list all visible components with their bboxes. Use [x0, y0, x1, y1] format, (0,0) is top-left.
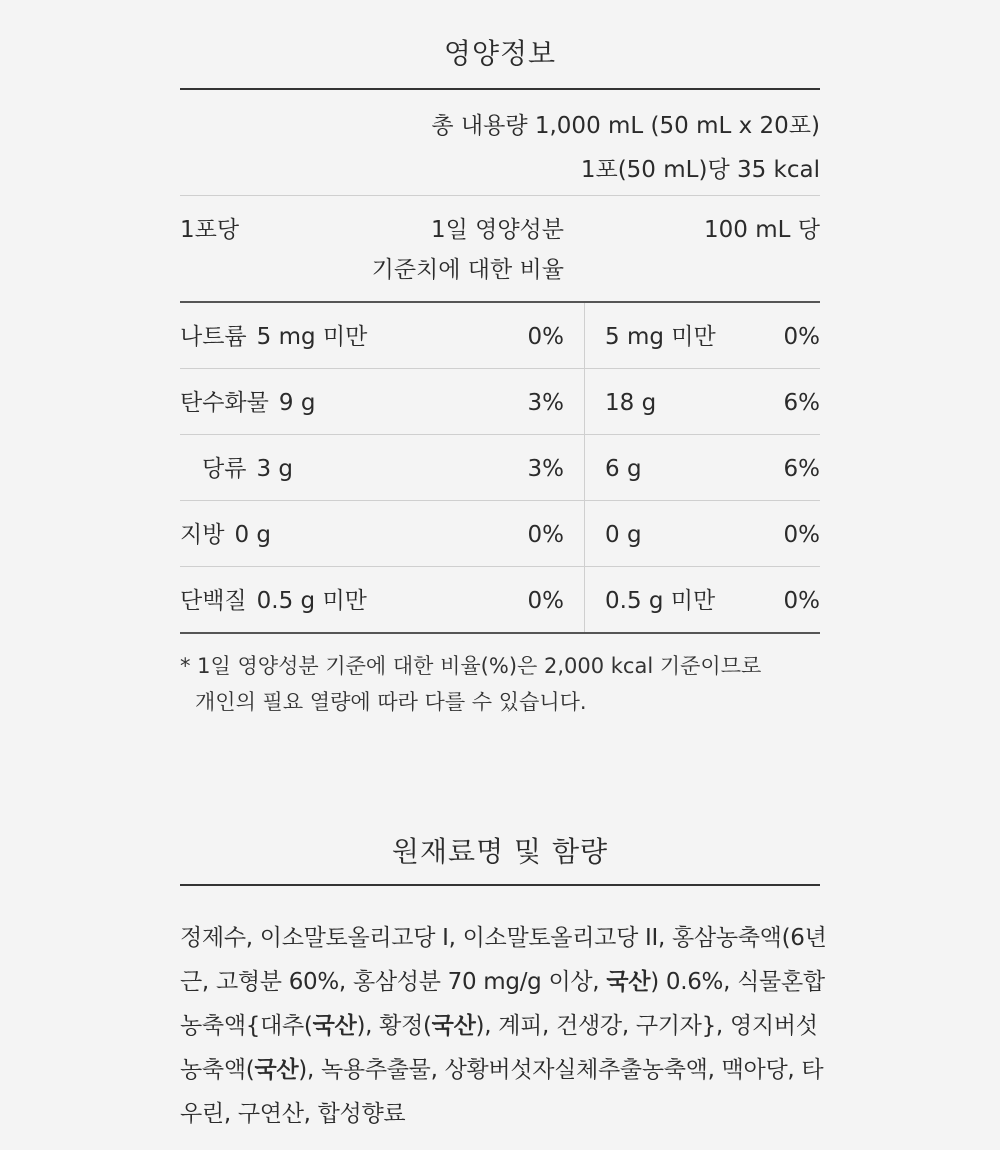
nutrient-amount: 0 g: [234, 522, 271, 548]
nutrient-percent-100ml: 6%: [783, 390, 820, 416]
ingredients-part: ) 0.6%, 식물혼합농축액{대추(: [180, 969, 825, 1039]
table-row: [180, 567, 820, 634]
ingredients-text: [180, 916, 830, 1136]
column-divider: [584, 567, 585, 632]
ingredients-divider: [180, 884, 820, 886]
table-row: [180, 501, 820, 567]
nutrient-percent: 3%: [527, 390, 564, 416]
nutrient-percent-100ml: 0%: [783, 522, 820, 548]
origin-highlight: 국산: [312, 1013, 357, 1039]
nutrient-amount-100ml: 18 g: [605, 390, 657, 416]
calories-per-pack: 1포(50 mL)당 35 kcal: [580, 157, 820, 183]
title-divider: [180, 88, 820, 90]
nutrient-name: 지방: [180, 522, 225, 548]
header-daily-ratio: [372, 210, 564, 290]
nutrient-amount-100ml: 0 g: [605, 522, 642, 548]
nutrient-amount-100ml: 0.5 g 미만: [605, 588, 716, 614]
header-daily-ratio-line1: 1일 영양성분: [430, 217, 564, 243]
nutrient-percent-100ml: 0%: [783, 588, 820, 614]
nutrient-name: 단백질: [180, 588, 247, 614]
nutrition-title: 영양정보: [443, 37, 557, 70]
nutrient-amount-100ml: 5 mg 미만: [605, 324, 716, 350]
ingredients-title: 원재료명 및 함량: [391, 835, 609, 868]
column-divider: [584, 435, 585, 500]
origin-highlight: 국산: [606, 969, 651, 995]
header-daily-ratio-line2: 기준치에 대한 비율: [371, 257, 564, 283]
nutrient-amount: 3 g: [256, 456, 293, 482]
ingredients-part: ), 황정(: [356, 1013, 432, 1039]
nutrient-percent-100ml: 0%: [783, 324, 820, 350]
nutrient-amount: 5 mg 미만: [256, 324, 368, 350]
nutrient-percent: 0%: [527, 522, 564, 548]
table-row: [180, 369, 820, 435]
origin-highlight: 국산: [431, 1013, 476, 1039]
nutrient-percent: 0%: [527, 324, 564, 350]
nutrient-name: 탄수화물: [180, 390, 269, 416]
nutrient-percent: 3%: [527, 456, 564, 482]
footnote-line2: 개인의 필요 열량에 따라 다를 수 있습니다.: [195, 690, 587, 714]
footnote: [180, 648, 820, 720]
ingredients-part: 정제수, 이소말토올리고당 I, 이소말토올리고당 II, 홍삼농축액(6년근, 고형분 60%, 홍삼성분 70 mg/g 이상,: [180, 925, 827, 995]
column-divider: [584, 303, 585, 368]
header-per-pack: 1포당: [180, 217, 240, 243]
nutrient-amount: 9 g: [278, 390, 316, 416]
nutrient-amount-100ml: 6 g: [605, 456, 642, 482]
nutrition-table: [180, 303, 820, 634]
footnote-line1: * 1일 영양성분 기준에 대한 비율(%)은 2,000 kcal 기준이므로: [180, 654, 762, 678]
nutrient-amount: 0.5 g 미만: [256, 588, 367, 614]
nutrient-percent: 0%: [527, 588, 564, 614]
total-info: [431, 104, 820, 192]
nutrient-percent-100ml: 6%: [783, 456, 820, 482]
header-per-100ml: 100 mL 당: [704, 217, 820, 243]
total-volume: 총 내용량 1,000 mL (50 mL x 20포): [431, 113, 820, 139]
ingredients-part: ), 녹용추출물, 상황버섯자실체추출농축액, 맥아당, 타우린, 구연산, 합성향료: [180, 1057, 824, 1127]
table-row: [180, 435, 820, 501]
ingredients-part: ), 계피, 건생강, 구기자}, 영지버섯농축액(: [180, 1013, 818, 1083]
column-divider: [584, 369, 585, 434]
nutrient-name: 당류: [202, 456, 247, 482]
column-divider: [584, 501, 585, 566]
table-row: [180, 303, 820, 369]
header-divider: [180, 195, 820, 196]
origin-highlight: 국산: [254, 1057, 299, 1083]
nutrient-name: 나트륨: [180, 324, 247, 350]
